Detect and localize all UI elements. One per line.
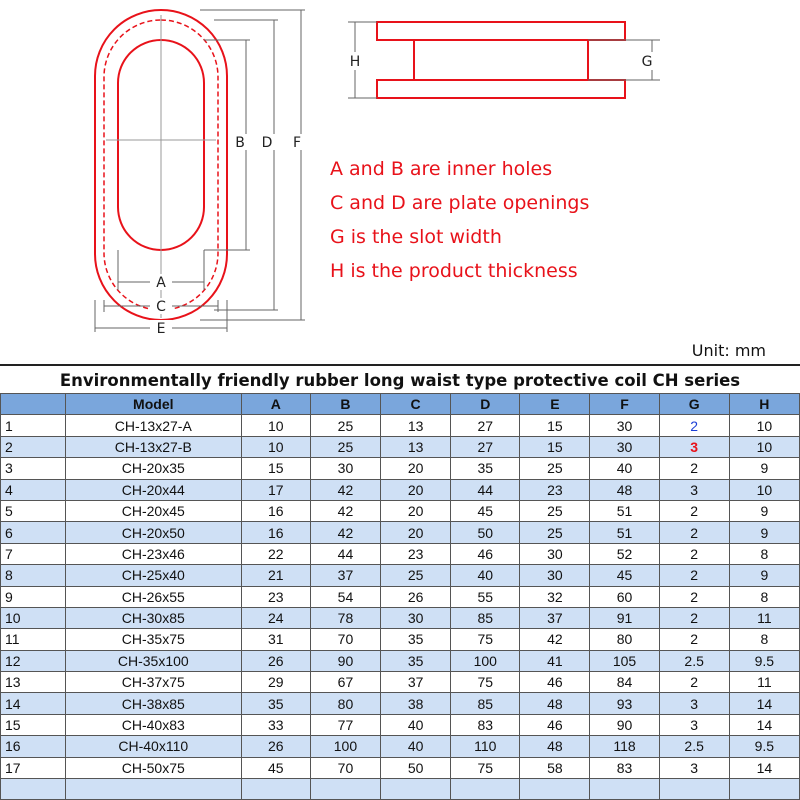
value-cell: 13 — [381, 436, 451, 457]
value-cell: 2 — [659, 415, 729, 436]
table-row — [1, 693, 800, 714]
row-index: 1 — [1, 415, 66, 436]
value-cell: 46 — [520, 714, 590, 735]
value-cell: 30 — [520, 565, 590, 586]
value-cell: 9 — [729, 522, 799, 543]
row-index: 4 — [1, 479, 66, 500]
value-cell: 37 — [520, 607, 590, 628]
value-cell: 9.5 — [729, 650, 799, 671]
value-cell: 40 — [451, 565, 520, 586]
value-cell: 20 — [381, 458, 451, 479]
model-cell: CH-26x55 — [65, 586, 241, 607]
value-cell — [659, 779, 729, 800]
value-cell: 20 — [381, 522, 451, 543]
value-cell: 35 — [451, 458, 520, 479]
table-row — [1, 779, 800, 800]
value-cell: 42 — [310, 479, 380, 500]
value-cell: 45 — [590, 565, 659, 586]
description-line: A and B are inner holes — [330, 158, 553, 180]
value-cell: 51 — [590, 522, 659, 543]
value-cell — [590, 779, 659, 800]
table-row — [1, 714, 800, 735]
value-cell: 90 — [310, 650, 380, 671]
value-cell: 105 — [590, 650, 659, 671]
value-cell: 9 — [729, 500, 799, 521]
value-cell: 33 — [241, 714, 310, 735]
value-cell — [451, 779, 520, 800]
value-cell: 25 — [520, 500, 590, 521]
model-cell: CH-20x50 — [65, 522, 241, 543]
value-cell: 20 — [381, 500, 451, 521]
value-cell: 15 — [520, 436, 590, 457]
value-cell: 44 — [451, 479, 520, 500]
value-cell: 42 — [310, 522, 380, 543]
value-cell: 60 — [590, 586, 659, 607]
value-cell: 10 — [241, 415, 310, 436]
value-cell: 30 — [520, 543, 590, 564]
model-cell: CH-30x85 — [65, 607, 241, 628]
table-row — [1, 650, 800, 671]
table-row — [1, 586, 800, 607]
value-cell: 2.5 — [659, 736, 729, 757]
model-cell: CH-13x27-A — [65, 415, 241, 436]
value-cell: 2 — [659, 607, 729, 628]
value-cell: 2.5 — [659, 650, 729, 671]
value-cell: 118 — [590, 736, 659, 757]
value-cell — [241, 779, 310, 800]
side-view-drawing — [348, 22, 660, 98]
model-cell: CH-20x45 — [65, 500, 241, 521]
value-cell: 11 — [729, 672, 799, 693]
value-cell: 16 — [241, 500, 310, 521]
value-cell: 26 — [241, 650, 310, 671]
value-cell: 25 — [310, 415, 380, 436]
value-cell: 46 — [451, 543, 520, 564]
row-index: 7 — [1, 543, 66, 564]
value-cell: 42 — [310, 500, 380, 521]
column-header: H — [729, 394, 799, 415]
row-index: 14 — [1, 693, 66, 714]
value-cell: 8 — [729, 629, 799, 650]
value-cell: 11 — [729, 607, 799, 628]
value-cell: 48 — [520, 693, 590, 714]
table-row — [1, 736, 800, 757]
value-cell: 3 — [659, 436, 729, 457]
value-cell: 58 — [520, 757, 590, 778]
spec-table — [0, 393, 800, 800]
column-header: C — [381, 394, 451, 415]
value-cell: 30 — [310, 458, 380, 479]
value-cell: 23 — [520, 479, 590, 500]
value-cell: 35 — [241, 693, 310, 714]
column-header: D — [451, 394, 520, 415]
value-cell: 9.5 — [729, 736, 799, 757]
table-row — [1, 757, 800, 778]
model-cell: CH-50x75 — [65, 757, 241, 778]
value-cell: 30 — [381, 607, 451, 628]
value-cell: 17 — [241, 479, 310, 500]
table-row — [1, 672, 800, 693]
value-cell: 38 — [381, 693, 451, 714]
table-row — [1, 479, 800, 500]
value-cell: 2 — [659, 672, 729, 693]
value-cell: 35 — [381, 650, 451, 671]
label-D: D — [261, 135, 273, 151]
value-cell: 67 — [310, 672, 380, 693]
table-row — [1, 500, 800, 521]
value-cell: 25 — [520, 522, 590, 543]
value-cell: 93 — [590, 693, 659, 714]
value-cell: 30 — [590, 415, 659, 436]
value-cell: 3 — [659, 693, 729, 714]
row-index: 15 — [1, 714, 66, 735]
value-cell: 70 — [310, 629, 380, 650]
column-header: A — [241, 394, 310, 415]
value-cell: 37 — [310, 565, 380, 586]
table-row — [1, 629, 800, 650]
table-row — [1, 543, 800, 564]
model-cell: CH-37x75 — [65, 672, 241, 693]
label-B: B — [235, 135, 245, 151]
model-cell: CH-20x35 — [65, 458, 241, 479]
value-cell: 2 — [659, 522, 729, 543]
description-line: G is the slot width — [330, 226, 502, 248]
value-cell: 78 — [310, 607, 380, 628]
label-C: C — [156, 299, 166, 315]
model-cell — [65, 779, 241, 800]
table-row — [1, 607, 800, 628]
value-cell — [520, 779, 590, 800]
value-cell: 85 — [451, 607, 520, 628]
value-cell: 32 — [520, 586, 590, 607]
top-view-drawing — [95, 10, 305, 332]
value-cell: 2 — [659, 565, 729, 586]
value-cell: 44 — [310, 543, 380, 564]
value-cell: 21 — [241, 565, 310, 586]
value-cell: 35 — [381, 629, 451, 650]
value-cell: 3 — [659, 757, 729, 778]
value-cell: 25 — [520, 458, 590, 479]
value-cell: 8 — [729, 586, 799, 607]
unit-label: Unit: mm — [691, 341, 766, 360]
value-cell: 8 — [729, 543, 799, 564]
value-cell: 2 — [659, 586, 729, 607]
value-cell: 24 — [241, 607, 310, 628]
model-cell: CH-38x85 — [65, 693, 241, 714]
label-G: G — [641, 54, 653, 70]
label-A: A — [156, 275, 166, 291]
value-cell: 9 — [729, 565, 799, 586]
value-cell: 31 — [241, 629, 310, 650]
value-cell: 23 — [381, 543, 451, 564]
value-cell: 83 — [451, 714, 520, 735]
value-cell: 75 — [451, 629, 520, 650]
value-cell: 10 — [729, 479, 799, 500]
model-cell: CH-40x110 — [65, 736, 241, 757]
column-header: E — [520, 394, 590, 415]
value-cell: 20 — [381, 479, 451, 500]
value-cell: 26 — [381, 586, 451, 607]
column-header: B — [310, 394, 380, 415]
value-cell: 80 — [310, 693, 380, 714]
column-header — [1, 394, 66, 415]
table-title: Environmentally friendly rubber long waist type protective coil CH series — [0, 364, 800, 395]
value-cell: 40 — [381, 736, 451, 757]
row-index: 12 — [1, 650, 66, 671]
row-index: 11 — [1, 629, 66, 650]
value-cell: 13 — [381, 415, 451, 436]
column-header: Model — [65, 394, 241, 415]
row-index: 9 — [1, 586, 66, 607]
model-cell: CH-35x100 — [65, 650, 241, 671]
row-index: 5 — [1, 500, 66, 521]
table-header-row — [1, 394, 800, 415]
row-index: 16 — [1, 736, 66, 757]
row-index — [1, 779, 66, 800]
value-cell: 46 — [520, 672, 590, 693]
model-cell: CH-40x83 — [65, 714, 241, 735]
value-cell — [381, 779, 451, 800]
value-cell: 10 — [241, 436, 310, 457]
value-cell: 45 — [451, 500, 520, 521]
value-cell: 3 — [659, 714, 729, 735]
value-cell: 14 — [729, 714, 799, 735]
value-cell — [729, 779, 799, 800]
model-cell: CH-23x46 — [65, 543, 241, 564]
value-cell: 26 — [241, 736, 310, 757]
value-cell: 2 — [659, 458, 729, 479]
value-cell: 41 — [520, 650, 590, 671]
value-cell: 3 — [659, 479, 729, 500]
value-cell — [310, 779, 380, 800]
value-cell: 50 — [451, 522, 520, 543]
value-cell: 14 — [729, 693, 799, 714]
dimension-description — [330, 152, 670, 288]
value-cell: 2 — [659, 629, 729, 650]
row-index: 6 — [1, 522, 66, 543]
table-row — [1, 436, 800, 457]
value-cell: 25 — [310, 436, 380, 457]
value-cell: 10 — [729, 436, 799, 457]
value-cell: 23 — [241, 586, 310, 607]
value-cell: 91 — [590, 607, 659, 628]
value-cell: 54 — [310, 586, 380, 607]
value-cell: 42 — [520, 629, 590, 650]
value-cell: 70 — [310, 757, 380, 778]
value-cell: 48 — [520, 736, 590, 757]
value-cell: 83 — [590, 757, 659, 778]
description-line: H is the product thickness — [330, 260, 578, 282]
value-cell: 50 — [381, 757, 451, 778]
value-cell: 22 — [241, 543, 310, 564]
row-index: 10 — [1, 607, 66, 628]
label-F: F — [292, 135, 302, 151]
value-cell: 37 — [381, 672, 451, 693]
value-cell: 100 — [451, 650, 520, 671]
value-cell: 27 — [451, 415, 520, 436]
model-cell: CH-25x40 — [65, 565, 241, 586]
row-index: 13 — [1, 672, 66, 693]
description-line: C and D are plate openings — [330, 192, 590, 214]
value-cell: 27 — [451, 436, 520, 457]
value-cell: 15 — [241, 458, 310, 479]
model-cell: CH-35x75 — [65, 629, 241, 650]
value-cell: 48 — [590, 479, 659, 500]
value-cell: 40 — [381, 714, 451, 735]
value-cell: 100 — [310, 736, 380, 757]
row-index: 3 — [1, 458, 66, 479]
value-cell: 14 — [729, 757, 799, 778]
row-index: 2 — [1, 436, 66, 457]
value-cell: 80 — [590, 629, 659, 650]
value-cell: 29 — [241, 672, 310, 693]
label-E: E — [156, 321, 166, 337]
table-row — [1, 522, 800, 543]
column-header: F — [590, 394, 659, 415]
column-header: G — [659, 394, 729, 415]
value-cell: 110 — [451, 736, 520, 757]
value-cell: 16 — [241, 522, 310, 543]
value-cell: 30 — [590, 436, 659, 457]
model-cell: CH-20x44 — [65, 479, 241, 500]
row-index: 8 — [1, 565, 66, 586]
row-index: 17 — [1, 757, 66, 778]
value-cell: 45 — [241, 757, 310, 778]
label-H: H — [349, 54, 361, 70]
table-row — [1, 415, 800, 436]
value-cell: 85 — [451, 693, 520, 714]
value-cell: 75 — [451, 757, 520, 778]
value-cell: 2 — [659, 543, 729, 564]
value-cell: 40 — [590, 458, 659, 479]
value-cell: 75 — [451, 672, 520, 693]
value-cell: 15 — [520, 415, 590, 436]
table-row — [1, 565, 800, 586]
value-cell: 51 — [590, 500, 659, 521]
value-cell: 2 — [659, 500, 729, 521]
table-row — [1, 458, 800, 479]
value-cell: 90 — [590, 714, 659, 735]
value-cell: 77 — [310, 714, 380, 735]
value-cell: 25 — [381, 565, 451, 586]
value-cell: 9 — [729, 458, 799, 479]
value-cell: 55 — [451, 586, 520, 607]
value-cell: 52 — [590, 543, 659, 564]
value-cell: 84 — [590, 672, 659, 693]
model-cell: CH-13x27-B — [65, 436, 241, 457]
value-cell: 10 — [729, 415, 799, 436]
